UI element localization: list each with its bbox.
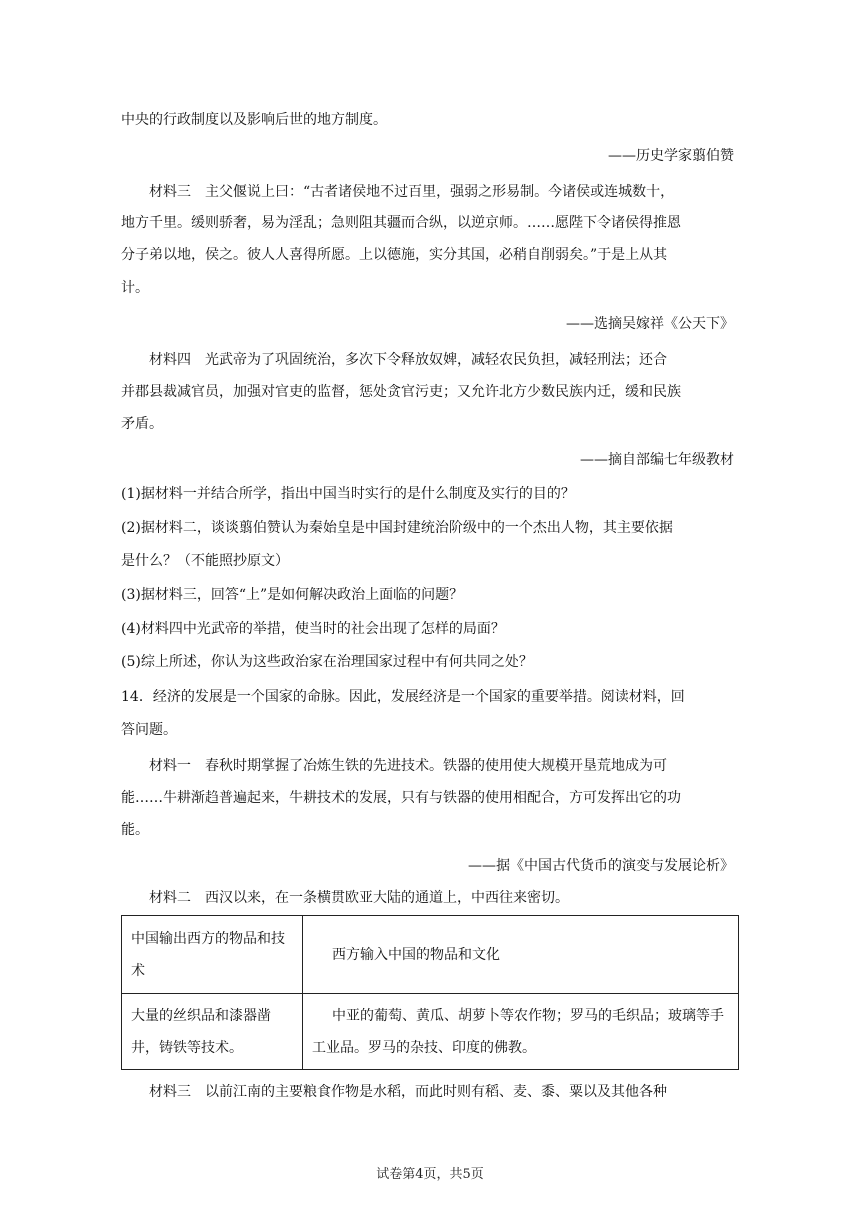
- source-attribution: ——选摘吴嫁祥《公天下》: [566, 316, 734, 332]
- question-5: (5)综上所述，你认为这些政治家在治理国家过程中有何共同之处？: [121, 654, 533, 670]
- text-line: 能。: [121, 822, 149, 838]
- text-line: 分子弟以地，侯之。彼人人喜得所愿。上以德施，实分其国，必稍自削弱矣。”于是上从其: [121, 247, 668, 263]
- question-3: (3)据材料三，回答“上”是如何解决政治上面临的问题？: [121, 587, 464, 603]
- trade-table: [121, 915, 739, 1070]
- table-header-cell: 中国输出西方的物品和技术: [122, 916, 303, 994]
- text-line: 并郡县裁减官员，加强对官吏的监督，惩处贪官污吏；又允许北方少数民族内迁，缓和民族: [121, 384, 681, 400]
- problem-14-cont: 答问题。: [121, 722, 177, 738]
- text-line: 矛盾。: [121, 416, 163, 432]
- table-header-cell: [303, 916, 739, 994]
- table-cell: 大量的丝织品和漆器凿井，铸铁等技术。: [122, 994, 303, 1070]
- question-4: (4)材料四中光武帝的举措，使当时的社会出现了怎样的局面？: [121, 621, 505, 637]
- text-line: 地方千里。缓则骄奢，易为淫乱；急则阻其疆而合纵，以逆京师。……愿陛下令诸侯得推恩: [121, 215, 681, 231]
- source-attribution: ——据《中国古代货币的演变与发展论析》: [468, 858, 734, 874]
- question-1: (1)据材料一并结合所学，指出中国当时实行的是什么制度及实行的目的？: [121, 486, 575, 502]
- table-cell-text: 中亚的葡萄、黄瓜、胡萝卜等农作物；罗马的毛织品；玻璃等手工业品。罗马的杂技、印度的佛教。: [312, 1007, 724, 1056]
- table-header-text: 西方输入中国的物品和文化: [332, 946, 500, 963]
- source-attribution: ——摘自部编七年级教材: [580, 452, 734, 468]
- text-line: 计。: [121, 280, 149, 296]
- source-attribution: ——历史学家翦伯赞: [608, 148, 734, 164]
- table-cell: [303, 994, 739, 1070]
- page-footer: 试卷第4页，共5页: [376, 1167, 484, 1182]
- question-2: (2)据材料二，谈谈翦伯赞认为秦始皇是中国封建统治阶级中的一个杰出人物，其主要依据: [121, 520, 673, 536]
- problem-14: 14．经济的发展是一个国家的命脉。因此，发展经济是一个国家的重要举措。阅读材料，回: [121, 689, 685, 705]
- text-line: 材料四 光武帝为了巩固统治，多次下令释放奴婢，减轻农民负担，减轻刑法；还合: [149, 352, 667, 368]
- question-2-cont: 是什么？（不能照抄原文）: [121, 553, 289, 569]
- text-line: 能……牛耕渐趋普遍起来，牛耕技术的发展，只有与铁器的使用相配合，方可发挥出它的功: [121, 790, 681, 806]
- text-line: 材料一 春秋时期掌握了冶炼生铁的先进技术。铁器的使用使大规模开垦荒地成为可: [149, 758, 667, 774]
- text-line: 材料二 西汉以来，在一条横贯欧亚大陆的通道上，中西往来密切。: [149, 890, 569, 906]
- text-line: 中央的行政制度以及影响后世的地方制度。: [121, 112, 387, 128]
- text-line: 材料三 以前江南的主要粮食作物是水稻，而此时则有稻、麦、黍、粟以及其他各种: [149, 1084, 667, 1100]
- text-line: 材料三 主父偃说上曰：“古者诸侯地不过百里，强弱之形易制。今诸侯或连城数十，: [149, 184, 675, 200]
